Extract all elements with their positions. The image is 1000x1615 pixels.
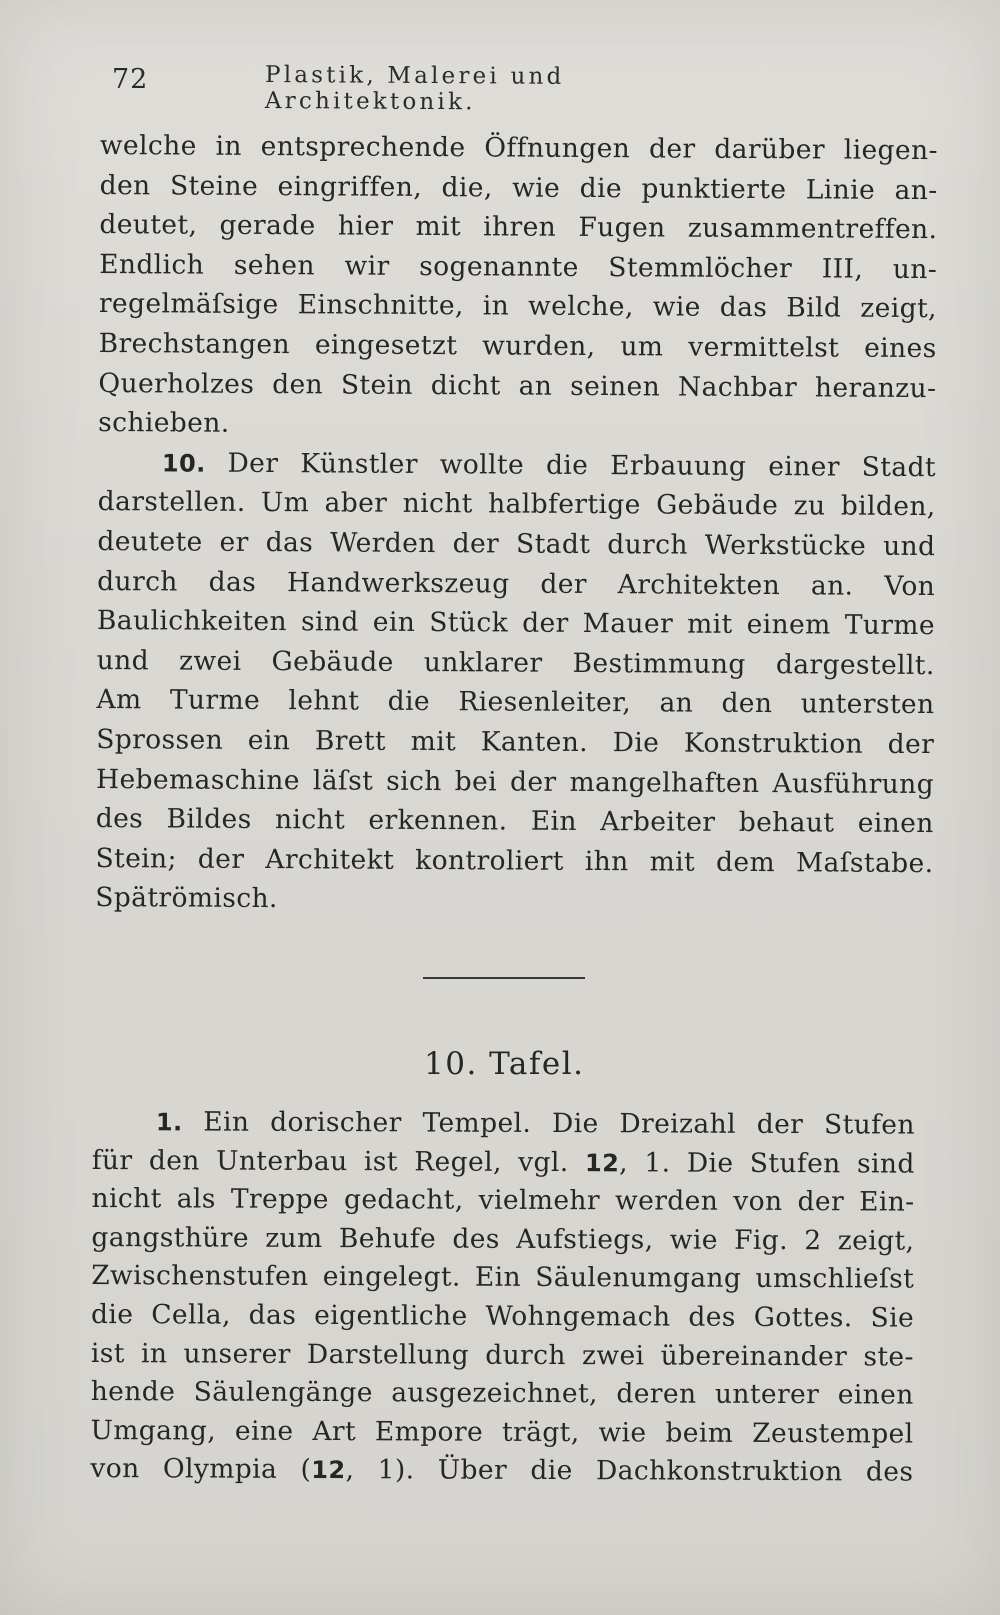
running-title: Plastik, Malerei und Architektonik. <box>264 62 565 116</box>
text-line <box>90 1450 913 1492</box>
text-line: Brechstangen eingesetzt wurden, um vermittelst eines <box>98 327 937 365</box>
text-line: des Bildes nicht erkennen. Ein Arbeiter behaut einen <box>95 803 934 840</box>
section-heading: 10. Tafel. <box>424 1046 585 1082</box>
text-line: durch das Handwerkszeug der Architekten an. Von <box>97 565 936 602</box>
text-span: von Olympia ( <box>90 1453 312 1486</box>
text-span: Ein dorischer Tempel. Die Dreizahl der Stufen <box>203 1106 915 1141</box>
text-line: gangsthüre zum Behufe des Aufstiegs, wie Fig. 2 zeigt, <box>91 1221 915 1257</box>
text-line: Baulichkeiten sind ein Stück der Mauer mit einem Turme <box>96 605 936 642</box>
text-line: ist in unserer Darstellung durch zwei übereinander ste- <box>90 1337 914 1373</box>
text-line: Spätrömisch. <box>95 882 278 915</box>
text-line: deutet, gerade hier mit ihren Fugen zusammentreffen. <box>99 209 938 246</box>
text-line <box>98 443 936 488</box>
plate-reference: 12 <box>584 1148 620 1177</box>
text-line: schieben. <box>98 407 230 439</box>
text-line: welche in entsprechende Öffnungen der darüber liegen- <box>99 129 938 167</box>
text-line: Zwischenstufen eingelegt. Ein Säulenumgang umschlieſst <box>91 1260 915 1295</box>
text-span: Der Künstler wollte die Erbauung einer Stadt <box>227 447 937 483</box>
text-line: Hebemaschine läſst sich bei der mangelhaften Ausführung <box>95 763 935 800</box>
text-line: den Steine eingriffen, die, wie die punktierte Linie an- <box>99 169 938 206</box>
text-line: hende Säulengänge ausgezeichnet, deren unterer einen <box>90 1376 914 1411</box>
item-number: 1. <box>155 1108 183 1137</box>
text-span: für den Unterbau ist Regel, vgl. <box>91 1144 586 1178</box>
text-line: die Cella, das eigentliche Wohngemach des Gottes. Sie <box>91 1298 915 1334</box>
text-span: , 1). Über die Dachkonstruktion des <box>345 1454 914 1488</box>
running-head <box>110 60 780 116</box>
text-line: und zwei Gebäude unklarer Bestimmung dargestellt. <box>96 644 935 681</box>
text-line: Stein; der Architekt kontroliert ihn mit dem Maſstabe. <box>95 842 934 879</box>
plate-reference: 12 <box>311 1456 346 1485</box>
paragraph-continued <box>95 126 938 923</box>
text-span: , 1. Die Stufen sind <box>619 1146 915 1180</box>
text-line: nicht als Treppe gedacht, vielmehr werden von der Ein- <box>91 1183 915 1218</box>
text-line: darstellen. Um aber nicht halbfertige Gebäude zu bilden, <box>97 486 936 523</box>
item-number: 10. <box>161 449 206 478</box>
text-line: Umgang, eine Art Empore trägt, wie beim Zeustempel <box>90 1414 914 1450</box>
paragraph-tafel-10 <box>90 1103 915 1493</box>
section-divider <box>423 977 585 979</box>
text-line <box>92 1142 915 1184</box>
text-line: Am Turme lehnt die Riesenleiter, an den untersten <box>96 684 935 721</box>
text-line: Sprossen ein Brett mit Kanten. Die Konstruktion der <box>96 723 935 761</box>
text-line: deutete er das Werden der Stadt durch Werkstücke und <box>97 525 936 563</box>
text-line: Endlich sehen wir sogenannte Stemmlöcher III, un- <box>99 248 938 285</box>
page-number: 72 <box>112 64 149 95</box>
text-line: Querholzes den Stein dicht an seinen Nachbar heranzu- <box>98 367 937 404</box>
text-line <box>92 1103 915 1145</box>
text-line: regelmäſsige Einschnitte, in welche, wie das Bild zeigt, <box>98 288 937 325</box>
